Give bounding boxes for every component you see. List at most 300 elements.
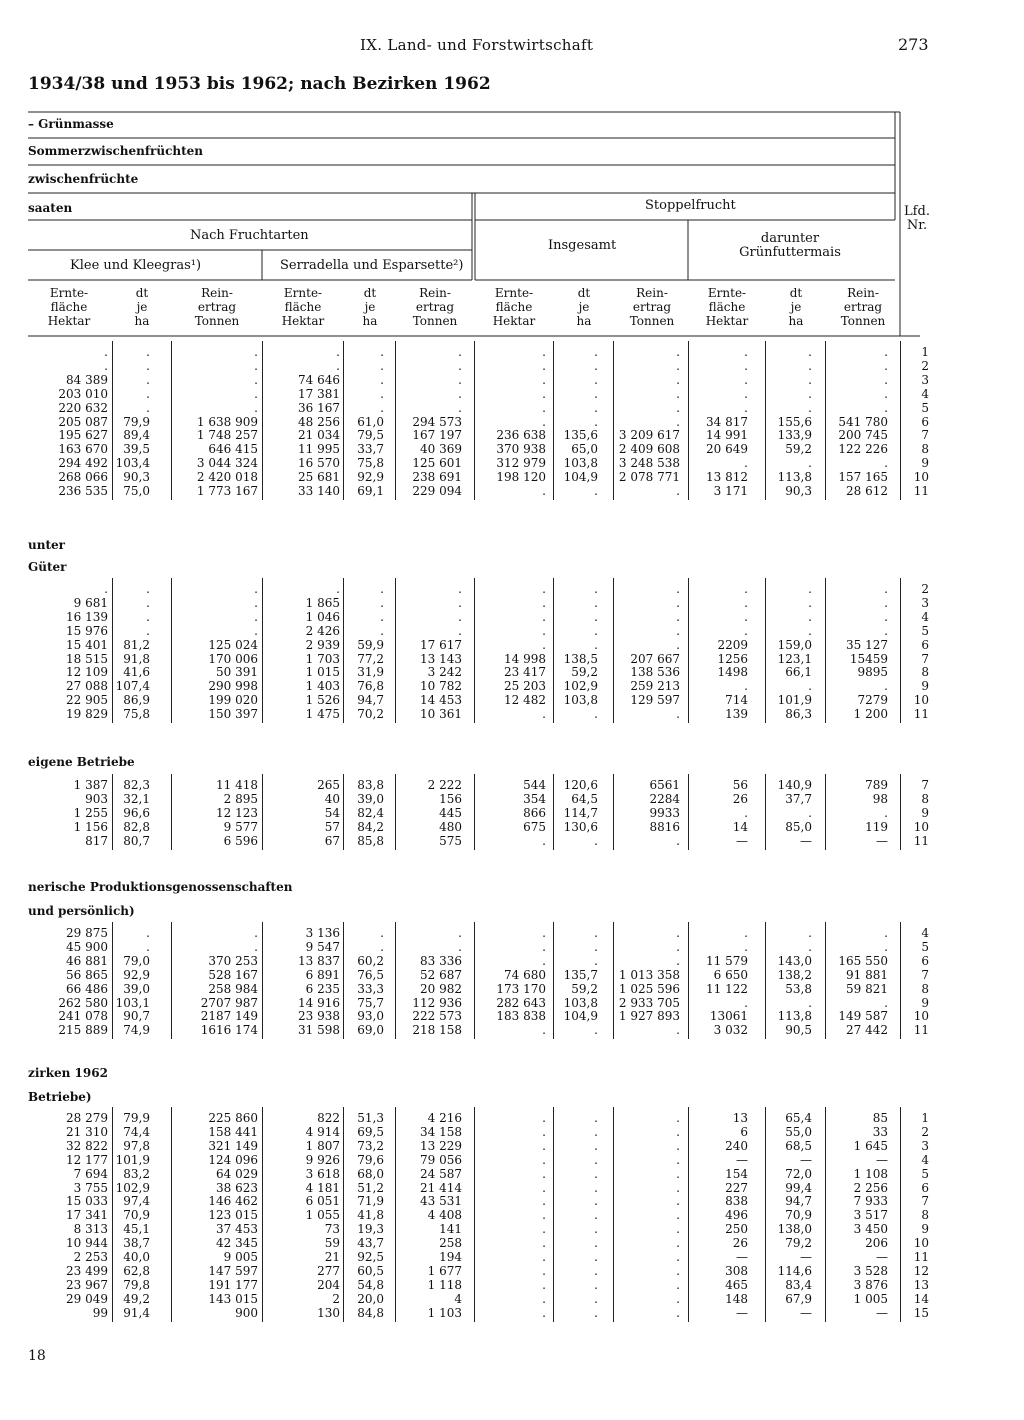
row-number: 8 [921,1208,929,1223]
table-cell: 1 025 596 [618,981,680,996]
table-cell: 3 528 [853,1263,888,1278]
table-cell: 32,1 [123,791,150,806]
table-cell: 183 838 [496,1009,546,1024]
table-cell: 99 [92,1305,108,1320]
table-cell: 1 773 167 [196,484,258,498]
table-cell: . [594,1236,598,1251]
table-cell: 143 015 [208,1291,258,1306]
table-cell: . [594,926,598,940]
table-cell: 259 213 [630,679,680,694]
row-number: 15 [913,1305,929,1320]
table-cell: 48 256 [298,414,340,429]
table-cell: 1 526 [305,693,340,708]
table-cell: 113,8 [777,1009,812,1024]
table-cell: 75,0 [123,484,150,498]
table-cell: 262 580 [58,995,108,1010]
table-cell: . [146,386,150,401]
table-row [0,345,1024,359]
table-cell: . [542,345,546,359]
table-cell: 2 895 [223,791,258,806]
table-cell: . [594,414,598,429]
table-cell: 154 [725,1166,748,1181]
table-cell: — [800,1250,812,1264]
table-cell: 84 389 [66,372,108,387]
table-cell: 79,0 [123,953,150,968]
table-cell: 14 916 [298,995,340,1010]
table-cell: 1 255 [73,805,108,820]
table-cell: 1 387 [73,778,108,792]
table-row [0,834,1024,848]
table-cell: 69,1 [357,484,384,498]
table-cell: 148 [725,1291,748,1306]
table-cell: 6 650 [713,967,748,982]
table-cell: 91 881 [846,967,888,982]
table-cell: 6 051 [305,1194,340,1209]
table-cell: 277 [317,1263,340,1278]
table-cell: 16 139 [66,609,108,624]
row-number: 5 [921,623,929,638]
table-cell: . [542,926,546,940]
table-cell: 238 691 [412,470,462,485]
table-cell: 282 643 [496,995,546,1010]
table-cell: 112 936 [412,995,462,1010]
table-cell: 119 [865,819,888,834]
row-number: 11 [913,484,929,498]
table-cell: 817 [85,833,108,848]
table-cell: . [542,1208,546,1223]
table-row [0,373,1024,387]
table-cell: 1 055 [305,1208,340,1223]
table-cell: 23 417 [504,665,546,680]
section-label: und persönlich) [28,904,135,918]
colhdr-klee-dt: dt je ha [134,286,150,328]
table-cell: — [800,1305,812,1320]
row-number: 11 [913,707,929,722]
table-cell: . [744,609,748,624]
header-zwischenfruechte: zwischenfrüchte [28,172,139,186]
table-cell: 85,0 [785,819,812,834]
table-cell: 236 638 [496,428,546,443]
row-number: 3 [921,1138,929,1153]
table-cell: . [676,939,680,954]
table-cell: 66 486 [66,981,108,996]
table-cell: 12 109 [66,665,108,680]
table-cell: . [884,609,888,624]
table-cell: 124 096 [208,1152,258,1167]
row-number: 4 [921,1152,929,1167]
table-row [0,470,1024,484]
table-cell: 250 [725,1222,748,1237]
table-cell: . [254,372,258,387]
table-cell: . [594,372,598,387]
table-cell: 79,9 [123,414,150,429]
table-cell: . [458,609,462,624]
table-cell: . [676,1277,680,1292]
table-row [0,1292,1024,1306]
table-cell: 159,0 [777,637,812,652]
table-cell: 28 612 [846,484,888,498]
table-cell: 158 441 [208,1124,258,1139]
table-row [0,996,1024,1010]
table-cell: 15 976 [66,623,108,638]
table-cell: . [676,1291,680,1306]
row-number: 10 [913,819,929,834]
table-row [0,1153,1024,1167]
table-cell: 544 [523,778,546,792]
table-cell: . [380,400,384,415]
table-cell: . [744,623,748,638]
table-cell: 900 [235,1305,258,1320]
table-cell: 35 127 [846,637,888,652]
table-cell: 203 010 [58,386,108,401]
table-cell: 140,9 [777,778,812,792]
row-number: 5 [921,1166,929,1181]
table-cell: 789 [865,778,888,792]
table-cell: . [808,995,812,1010]
table-row [0,1181,1024,1195]
section-label: unter [28,538,65,552]
table-cell: 4 408 [427,1208,462,1223]
table-cell: 138,0 [777,1222,812,1237]
table-cell: 91,4 [123,1305,150,1320]
table-cell: . [594,484,598,498]
table-cell: 4 914 [305,1124,340,1139]
table-cell: 23 967 [66,1277,108,1292]
table-cell: . [254,386,258,401]
table-cell: . [676,637,680,652]
table-cell: 103,4 [115,456,150,471]
table-cell: 24 587 [420,1166,462,1181]
table-row [0,624,1024,638]
table-cell: . [594,1305,598,1320]
table-row [0,1194,1024,1208]
table-row [0,665,1024,679]
table-cell: . [676,1236,680,1251]
table-cell: 27 088 [66,679,108,694]
running-head: IX. Land- und Forstwirtschaft [360,36,594,54]
row-number: 7 [921,1194,929,1209]
table-row [0,1306,1024,1320]
table-cell: . [808,926,812,940]
table-cell: 138 536 [630,665,680,680]
table-cell: . [676,1208,680,1223]
table-row [0,778,1024,792]
row-number: 7 [921,428,929,443]
table-row [0,1236,1024,1250]
table-cell: 120,6 [563,778,598,792]
table-row [0,1023,1024,1037]
table-cell: 74,4 [123,1124,150,1139]
table-row [0,638,1024,652]
table-cell: . [254,582,258,596]
table-cell: 29 875 [66,926,108,940]
table-cell: 675 [523,819,546,834]
table-cell: 165 550 [838,953,888,968]
table-cell: . [458,582,462,596]
table-cell: . [380,386,384,401]
table-cell: . [254,939,258,954]
table-cell: 54 [324,805,340,820]
row-number: 5 [921,939,929,954]
table-cell: . [380,939,384,954]
table-cell: . [458,372,462,387]
table-cell: 39,0 [357,791,384,806]
table-cell: 83,2 [123,1166,150,1181]
table-cell: 528 167 [208,967,258,982]
table-cell: 26 [732,791,748,806]
table-cell: 480 [439,819,462,834]
table-cell: . [884,400,888,415]
table-cell: 321 149 [208,1138,258,1153]
row-number: 10 [913,470,929,485]
table-cell: . [542,623,546,638]
table-cell: 51,2 [357,1180,384,1195]
header-gruenmasse: – Grünmasse [28,117,114,131]
table-cell: . [146,926,150,940]
table-cell: 903 [85,791,108,806]
table-cell: 42 345 [216,1236,258,1251]
table-cell: . [808,456,812,471]
table-row [0,652,1024,666]
table-cell: 1616 174 [200,1023,258,1038]
table-cell: . [380,609,384,624]
table-cell: . [884,995,888,1010]
section-label: eigene Betriebe [28,755,135,769]
table-cell: 17 617 [420,637,462,652]
table-cell: . [458,595,462,610]
table-cell: 76,5 [357,967,384,982]
table-cell: 138,2 [777,967,812,982]
table-cell: 3 876 [853,1277,888,1292]
table-row [0,582,1024,596]
table-cell: . [676,1194,680,1209]
table-cell: . [884,345,888,359]
row-number: 11 [913,833,929,848]
table-cell: 3 032 [713,1023,748,1038]
colhdr-mais-yield: Rein- ertrag Tonnen [840,286,886,328]
table-cell: 59 [324,1236,340,1251]
table-cell: 83,8 [357,778,384,792]
row-number: 3 [921,372,929,387]
row-number: 3 [921,595,929,610]
table-cell: 123 015 [208,1208,258,1223]
colhdr-serr-area: Ernte- fläche Hektar [281,286,325,328]
table-cell: . [676,609,680,624]
table-cell: . [458,358,462,373]
table-cell: 15 033 [66,1194,108,1209]
table-cell: 70,9 [123,1208,150,1223]
table-cell: . [594,1277,598,1292]
table-cell: . [380,372,384,387]
table-cell: 13 [732,1111,748,1125]
footer-page-marker: 18 [28,1348,46,1364]
table-cell: 102,9 [563,679,598,694]
row-number: 14 [913,1291,929,1306]
table-cell: . [380,623,384,638]
table-cell: . [808,345,812,359]
table-cell: . [104,582,108,596]
table-cell: 21 310 [66,1124,108,1139]
table-cell: . [542,1222,546,1237]
table-cell: . [542,372,546,387]
table-cell: 12 482 [504,693,546,708]
table-cell: . [594,609,598,624]
table-cell: 1 677 [427,1263,462,1278]
table-cell: 55,0 [785,1124,812,1139]
table-cell: . [146,609,150,624]
table-cell: . [676,623,680,638]
table-cell: — [800,1152,812,1167]
table-cell: 113,8 [777,470,812,485]
table-cell: 70,9 [785,1208,812,1223]
table-cell: 75,7 [357,995,384,1010]
table-cell: 68,5 [785,1138,812,1153]
table-cell: 59,2 [571,981,598,996]
table-cell: . [744,582,748,596]
table-cell: 138,5 [563,651,598,666]
table-cell: 6 [740,1124,748,1139]
table-row [0,359,1024,373]
row-number: 8 [921,791,929,806]
table-cell: . [542,1250,546,1264]
table-cell: . [542,939,546,954]
table-cell: 141 [439,1222,462,1237]
table-cell: 191 177 [208,1277,258,1292]
table-cell: . [884,358,888,373]
table-row [0,1264,1024,1278]
table-cell: . [254,400,258,415]
table-cell: 12 177 [66,1152,108,1167]
table-cell: 1 156 [73,819,108,834]
table-cell: . [254,345,258,359]
table-cell: 9 926 [305,1152,340,1167]
colhdr-klee-area: Ernte- fläche Hektar [47,286,91,328]
table-cell: 1 403 [305,679,340,694]
table-cell: 541 780 [838,414,888,429]
table-cell: 82,4 [357,805,384,820]
table-cell: 445 [439,805,462,820]
table-cell: 147 597 [208,1263,258,1278]
table-cell: . [542,1138,546,1153]
table-cell: . [808,679,812,694]
table-cell: 206 [865,1236,888,1251]
table-cell: 2 222 [427,778,462,792]
table-cell: 21 034 [298,428,340,443]
header-sommerzwischenfruechten: Sommerzwischenfrüchten [28,144,204,158]
table-cell: . [884,456,888,471]
table-cell: 65,0 [571,442,598,457]
table-cell: 80,7 [123,833,150,848]
table-cell: . [254,595,258,610]
table-cell: . [744,939,748,954]
table-cell: — [876,1305,888,1320]
table-cell: 73,2 [357,1138,384,1153]
table-cell: 3 755 [73,1180,108,1195]
table-cell: . [744,805,748,820]
table-cell: 200 745 [838,428,888,443]
table-cell: 18 515 [66,651,108,666]
row-number: 5 [921,400,929,415]
table-cell: 11 418 [216,778,258,792]
table-cell: . [594,1124,598,1139]
table-row [0,954,1024,968]
row-number: 6 [921,637,929,652]
table-cell: 6 891 [305,967,340,982]
table-cell: 241 078 [58,1009,108,1024]
header-serradella: Serradella und Esparsette²) [280,258,464,273]
table-cell: . [808,386,812,401]
table-cell: . [808,805,812,820]
row-number: 9 [921,679,929,694]
table-cell: . [542,1305,546,1320]
table-cell: 3 044 324 [196,456,258,471]
table-cell: . [744,386,748,401]
section-label: zirken 1962 [28,1066,108,1080]
table-cell: . [542,386,546,401]
table-cell: 9933 [649,805,680,820]
table-cell: . [542,1291,546,1306]
table-cell: . [594,1291,598,1306]
table-cell: . [594,1111,598,1125]
table-cell: . [676,1250,680,1264]
table-cell: 49,2 [123,1291,150,1306]
table-cell: 71,9 [357,1194,384,1209]
table-row [0,1125,1024,1139]
table-cell: 3 171 [713,484,748,498]
table-cell: 2187 149 [200,1009,258,1024]
table-cell: 69,5 [357,1124,384,1139]
table-cell: . [594,1180,598,1195]
table-cell: 294 492 [58,456,108,471]
table-cell: . [884,582,888,596]
table-cell: 60,5 [357,1263,384,1278]
table-cell: 1 118 [427,1277,462,1292]
table-cell: 82,3 [123,778,150,792]
header-saaten: saaten [28,201,73,215]
header-insgesamt: Insgesamt [548,238,617,253]
table-cell: 91,8 [123,651,150,666]
table-cell: 28 279 [66,1111,108,1125]
row-number: 1 [921,345,929,359]
row-number: 8 [921,981,929,996]
table-cell: . [542,833,546,848]
table-cell: 34 158 [420,1124,462,1139]
table-cell: 155,6 [777,414,812,429]
table-cell: 370 938 [496,442,546,457]
row-number: 6 [921,953,929,968]
table-cell: . [542,609,546,624]
table-cell: . [542,1194,546,1209]
table-cell: . [104,345,108,359]
table-cell: 220 632 [58,400,108,415]
colhdr-serr-dt: dt je ha [362,286,378,328]
table-cell: 2 939 [305,637,340,652]
table-cell: 714 [725,693,748,708]
table-cell: . [542,1124,546,1139]
table-cell: 33,3 [357,981,384,996]
table-cell: 21 [324,1250,340,1264]
table-cell: 79,6 [357,1152,384,1167]
table-cell: . [676,1124,680,1139]
table-cell: 89,4 [123,428,150,443]
table-cell: 2 [332,1291,340,1306]
table-cell: 74 680 [504,967,546,982]
table-cell: . [254,926,258,940]
table-cell: 94,7 [785,1194,812,1209]
table-cell: 64 029 [216,1166,258,1181]
table-cell: . [884,679,888,694]
table-cell: 6561 [649,778,680,792]
